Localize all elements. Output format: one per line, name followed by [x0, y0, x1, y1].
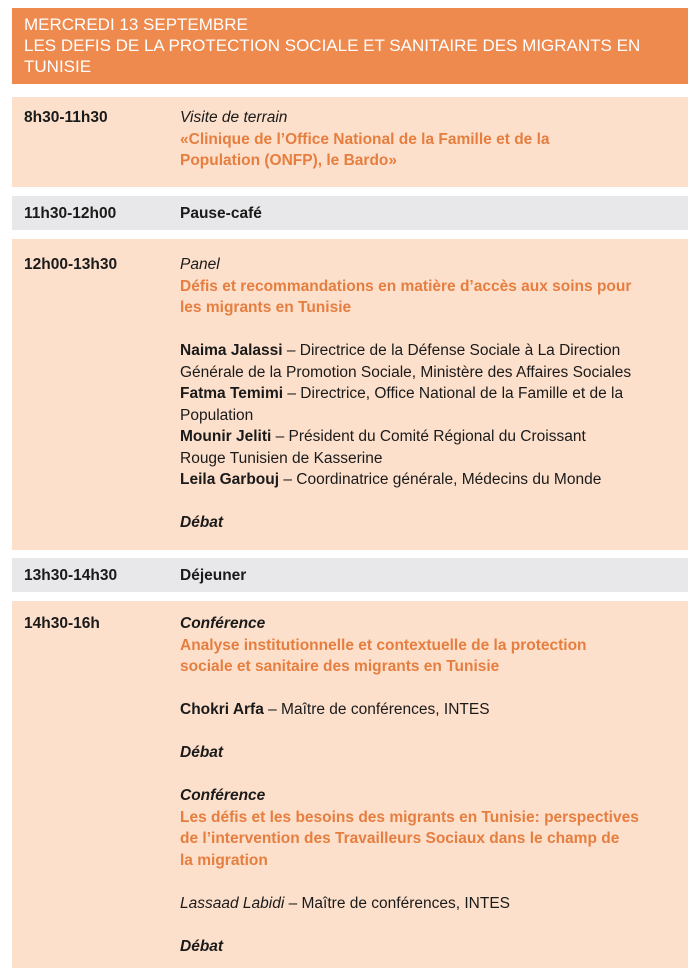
speaker-role: – Coordinatrice générale, Médecins du Monde [279, 471, 602, 488]
speaker-role-line2: Population [180, 406, 254, 424]
session-row-lunch [12, 558, 688, 592]
session-time: 12h00-13h30 [24, 256, 118, 273]
speaker-role: – Président du Comité Régional du Croissant [271, 428, 586, 445]
session-time: 11h30-12h00 [24, 205, 117, 222]
session-content [180, 107, 676, 172]
session-title-line3: la migration [180, 851, 268, 869]
session-title-line1: Les défis et les besoins des migrants en Tunisie: perspectives [180, 808, 639, 826]
session-row-conferences [12, 601, 688, 968]
session-label: Pause-café [180, 205, 262, 222]
session-type: Conférence [180, 615, 266, 632]
session-type: Panel [180, 256, 220, 273]
session-title-line2: de l’intervention des Travailleurs Sociaux dans le champ de [180, 830, 620, 847]
session-time: 8h30-11h30 [24, 109, 108, 126]
speaker-line [180, 426, 676, 448]
speaker-name: Chokri Arfa [180, 701, 264, 718]
session-title-line2: sociale et sanitaire des migrants en Tunisie [180, 658, 500, 675]
header-title-line2: TUNISIE [24, 57, 92, 76]
header-date: MERCREDI 13 SEPTEMBRE [24, 15, 248, 34]
session-title-line1: Analyse institutionnelle et contextuelle de la protection [180, 636, 587, 654]
speaker-role-line2: Générale de la Promotion Sociale, Ministère des Affaires Sociales [180, 363, 632, 381]
session-content [180, 254, 676, 534]
session-title-line2: Population (ONFP), le Bardo» [180, 152, 398, 169]
session-row-visit [12, 97, 688, 187]
speaker-line [180, 893, 676, 915]
speaker-line [180, 699, 676, 721]
speaker-role: – Maître de conférences, INTES [284, 894, 510, 912]
session-content [180, 203, 676, 225]
speaker-name: Leila Garbouj [180, 471, 280, 488]
program-header [12, 8, 688, 84]
speaker-name: Naima Jalassi [180, 342, 283, 359]
header-title-line1: LES DEFIS DE LA PROTECTION SOCIALE ET SANITAIRE DES MIGRANTS EN [24, 36, 641, 55]
session-title-line2: les migrants en Tunisie [180, 299, 352, 316]
session-type: Visite de terrain [180, 109, 288, 126]
session-title-line1: «Clinique de l’Office National de la Famille et de la [180, 130, 550, 148]
session-time: 13h30-14h30 [24, 567, 118, 584]
speaker-role: – Directrice de la Défense Sociale à La Direction [282, 342, 621, 359]
speaker-line [180, 383, 676, 405]
debate-label: Débat [180, 744, 224, 761]
session-type: Conférence [180, 787, 266, 804]
session-content [180, 565, 676, 587]
speaker-line [180, 340, 676, 362]
speaker-line [180, 469, 676, 491]
session-title-line1: Défis et recommandations en matière d’accès aux soins pour [180, 277, 632, 295]
speaker-name: Lassaad Labidi [180, 894, 285, 912]
speaker-role-line2: Rouge Tunisien de Kasserine [180, 449, 383, 467]
session-time: 14h30-16h [24, 615, 100, 632]
debate-label: Débat [180, 514, 224, 531]
session-label: Déjeuner [180, 567, 247, 584]
debate-label: Débat [180, 937, 224, 955]
speaker-name: Mounir Jeliti [180, 428, 272, 445]
session-content [180, 613, 676, 957]
session-row-break [12, 196, 688, 230]
session-row-panel [12, 239, 688, 550]
speaker-role: – Maître de conférences, INTES [263, 701, 490, 718]
speaker-name: Fatma Temimi [180, 385, 284, 402]
speaker-role: – Directrice, Office National de la Famille et de la [283, 385, 624, 402]
